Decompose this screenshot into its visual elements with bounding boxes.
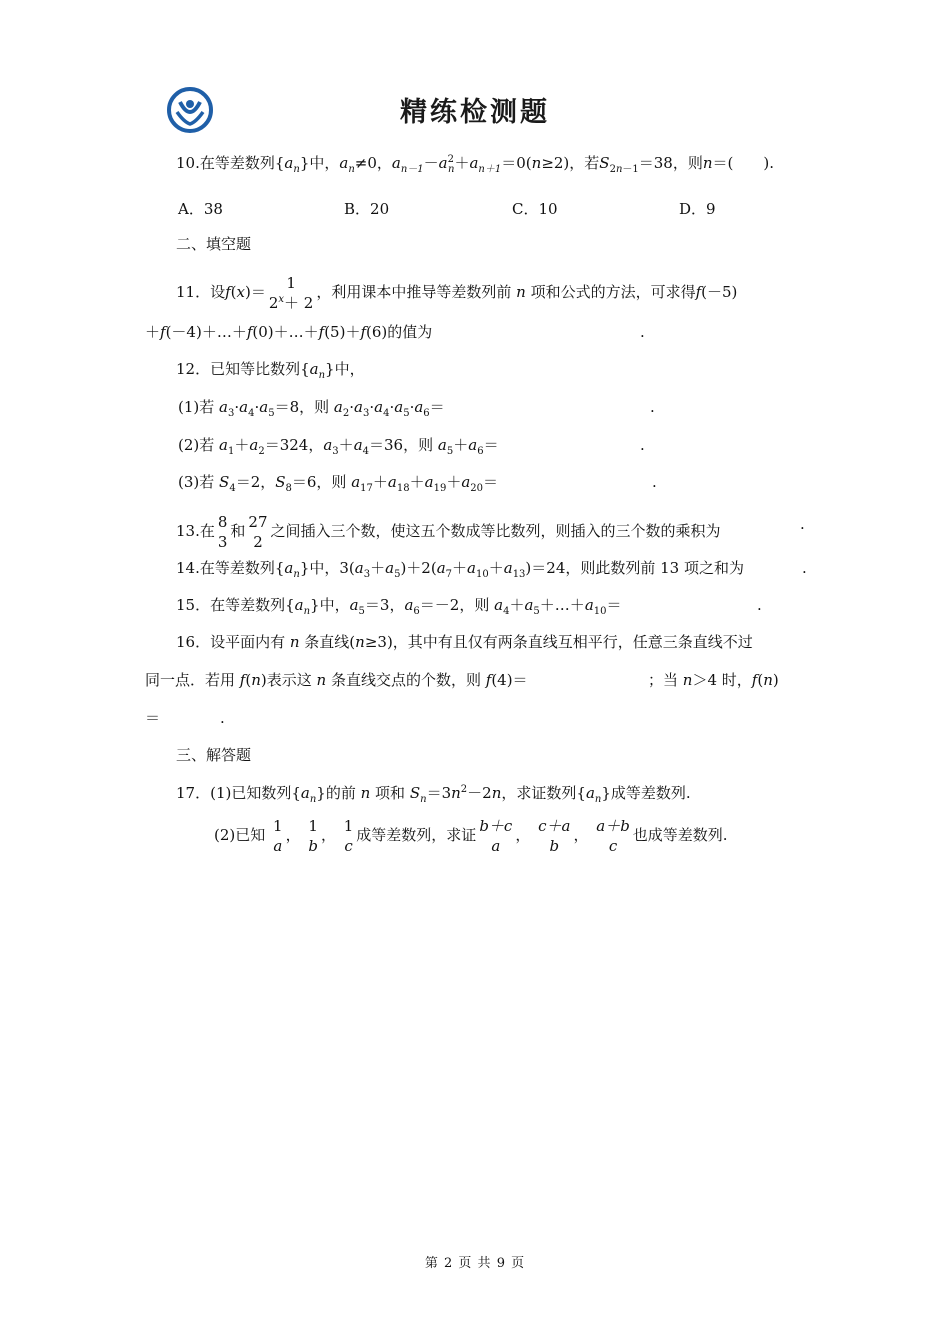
page-title: 精练检测题: [400, 97, 550, 128]
q17-fraction-ab-over-c: a＋b c: [596, 817, 630, 855]
publisher-logo-icon: [166, 86, 214, 134]
section-heading-fill-in: 二、填空题: [176, 235, 252, 253]
question-16-line2: 同一点．若用 f(n)表示这 n 条直线交点的个数，则 f(4)＝: [145, 671, 528, 689]
question-17-part2: (2)已知 1 a ， 1 b ， 1 c 成等差数列，求证 b＋c a ， c＋a b ， a＋b c 也成等差数列.: [214, 817, 728, 855]
q10-text: ＝38，则: [638, 154, 703, 172]
question-12-part1: (1)若 $a_3\cdot a_4\cdot a_5=8$，则 $a_2\cdot a_3\cdot a_4\cdot a_5\cdot a_6=$: [178, 398, 445, 419]
question-11-line2: ＋f(－4)＋…＋f(0)＋…＋f(5)＋f(6)的值为: [145, 323, 433, 341]
question-16-line2-end: ；当 n＞4 时，f(n): [648, 671, 779, 689]
q10-text: 在等差数列{: [199, 154, 285, 172]
q15-dot: .: [757, 596, 762, 614]
q10-option-a: A．38: [178, 200, 223, 218]
section-heading-solve: 三、解答题: [176, 746, 252, 764]
q10-text: }中，: [299, 154, 340, 172]
q11-text: 项和公式的方法，可求得: [530, 283, 696, 301]
question-12-part3: (3)若 $S_4=2$，$S_8=6$，则 $a_{17}+a_{18}+a_{19}+a_{20}=$: [178, 473, 499, 494]
q11-text: (－5): [701, 283, 738, 301]
q11-fraction: 1 $2^x+ 2$: [268, 274, 314, 312]
question-12: 12．已知等比数列$\{a_n\}$中，: [176, 360, 365, 381]
question-16: 16．设平面内有 n 条直线(n≥3)，其中有且仅有两条直线互相平行，任意三条直线不过: [176, 633, 753, 651]
q10-text: ＝( ).: [712, 154, 775, 172]
q11-text: ，利用课本中推导等差数列前: [316, 283, 512, 301]
q12-part3-dot: .: [652, 473, 657, 491]
question-13: 13.在 8 3 和 27 2 之间插入三个数，使这五个数成等比数列，则插入的三个数的乘积为: [176, 513, 721, 551]
question-15: 15．在等差数列$\{a_n\}$中，$a_5=3$，$a_6=-2$，则 $a_4+a_5+\dots+a_{10}=$: [176, 596, 622, 617]
q10-text: ≥2)，若: [541, 154, 600, 172]
q17-fraction-1-over-b: 1 b: [308, 817, 318, 855]
q10-text: ≠0，: [354, 154, 392, 172]
q13-dot: .: [800, 515, 805, 533]
q17-fraction-bc-over-a: b＋c a: [479, 817, 513, 855]
q11-blank-end: .: [640, 323, 645, 341]
q13-fraction-1: 8 3: [217, 513, 228, 551]
question-12-part2: (2)若 $a_1+a_2=324$，$a_3+a_4=36$，则 $a_5+a_6=$: [178, 436, 499, 457]
q17-fraction-ca-over-b: c＋a b: [538, 817, 571, 855]
page-footer: 第 2 页 共 9 页: [424, 1256, 526, 1271]
question-17-part1: 17．(1)已知数列$\{a_n\}$的前 n 项和 $S_n=3n^2-2n$，求证数列$\{a_n\}$成等差数列.: [176, 784, 691, 805]
q11-label: 11．设: [176, 283, 226, 301]
q12-part1-dot: .: [650, 398, 655, 416]
q10-text: ＝0(: [501, 154, 532, 172]
q10-option-c: C．10: [512, 200, 558, 218]
q10-label: 10.: [176, 154, 200, 172]
q10-option-d: D．9: [679, 200, 716, 218]
q12-part2-dot: .: [640, 436, 645, 454]
question-14: 14.在等差数列$\{a_n\}$中，$3(a_3+a_5)+2(a_7+a_{10}+a_{13})=24$，则此数列前 13 项之和为: [176, 559, 744, 580]
q17-fraction-1-over-a: 1 a: [273, 817, 283, 855]
question-10: 10.在等差数列$\{a_n\}$中，$a_n\ne 0$，$a_{n-1}-a^2_n+a_{n+1}=0(n\ge 2)$，若$S_{2n-1}=38$，则n＝( ).: [176, 154, 775, 175]
question-16-line3: ＝: [145, 709, 161, 727]
q14-dot: .: [802, 559, 807, 577]
q13-fraction-2: 27 2: [248, 513, 268, 551]
question-11: 11．设f(x)＝ 1 $2^x+ 2$ ，利用课本中推导等差数列前 n 项和公式的方法，可求得f(－5): [176, 274, 738, 312]
q17-fraction-1-over-c: 1 c: [343, 817, 354, 855]
q16-dot: .: [220, 709, 225, 727]
q10-option-b: B．20: [344, 200, 390, 218]
